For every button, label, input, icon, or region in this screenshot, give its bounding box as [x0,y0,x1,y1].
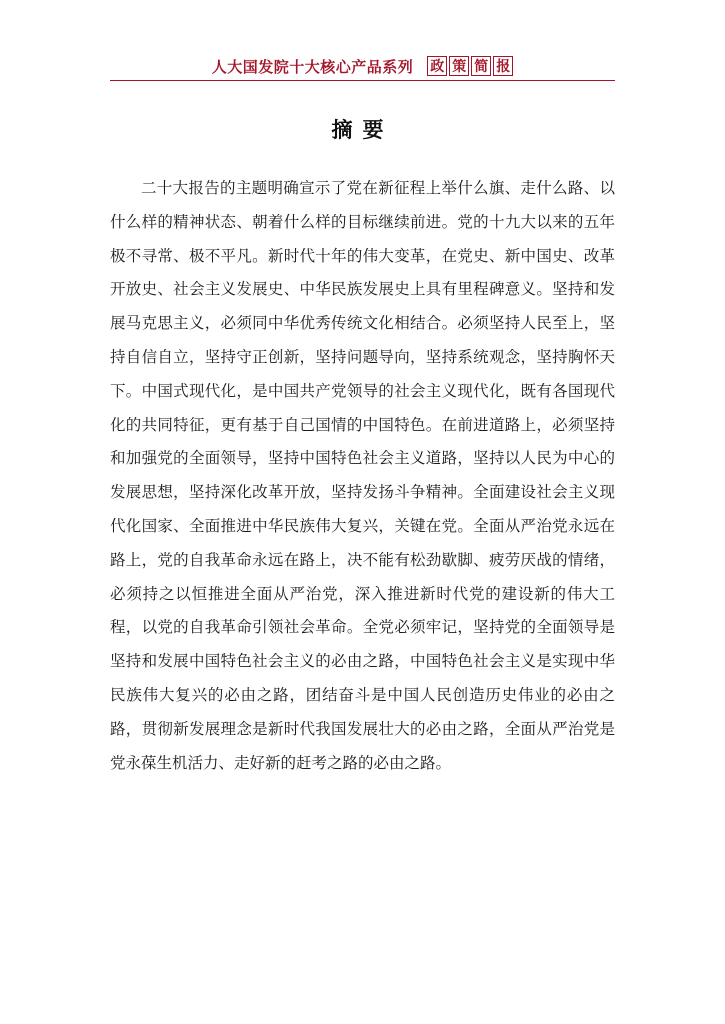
brand-char-1: 政 [427,56,447,76]
page-header [110,52,615,80]
abstract-paragraph: 二十大报告的主题明确宣示了党在新征程上举什么旗、走什么路、以什么样的精神状态、朝着什么样的目标继续前进。党的十九大以来的五年极不寻常、极不平凡。新时代十年的伟大变革，在党史、新中国史、改革开放史、社会主义发展史、中华民族发展史上具有里程碑意义。坚持和发展马克思主义，必须同中华优秀传统文化相结合。必须坚持人民至上，坚持自信自立，坚持守正创新，坚持问题导向，坚持系统观念，坚持胸怀天下。中国式现代化，是中国共产党领导的社会主义现代化，既有各国现代化的共同特征，更有基于自己国情的中国特色。在前进道路上，必须坚持和加强党的全面领导，坚持中国特色社会主义道路，坚持以人民为中心的发展思想，坚持深化改革开放，坚持发扬斗争精神。全面建设社会主义现代化国家、全面推进中华民族伟大复兴，关键在党。全面从严治党永远在路上，党的自我革命永远在路上，决不能有松劲歇脚、疲劳厌战的情绪，必须持之以恒推进全面从严治党，深入推进新时代党的建设新的伟大工程，以党的自我革命引领社会革命。全党必须牢记，坚持党的全面领导是坚持和发展中国特色社会主义的必由之路，中国特色社会主义是实现中华民族伟大复兴的必由之路，团结奋斗是中国人民创造历史伟业的必由之路，贯彻新发展理念是新时代我国发展壮大的必由之路，全面从严治党是党永葆生机活力、走好新的赶考之路的必由之路。 [110,179,615,772]
brand-char-4: 报 [493,56,513,76]
header-divider [110,80,615,81]
series-title: 人大国发院十大核心产品系列 [211,57,414,76]
brand-logo [427,56,513,76]
page-title: 摘要 [331,117,394,142]
brand-char-2: 策 [449,56,469,76]
brand-char-3: 简 [471,56,491,76]
